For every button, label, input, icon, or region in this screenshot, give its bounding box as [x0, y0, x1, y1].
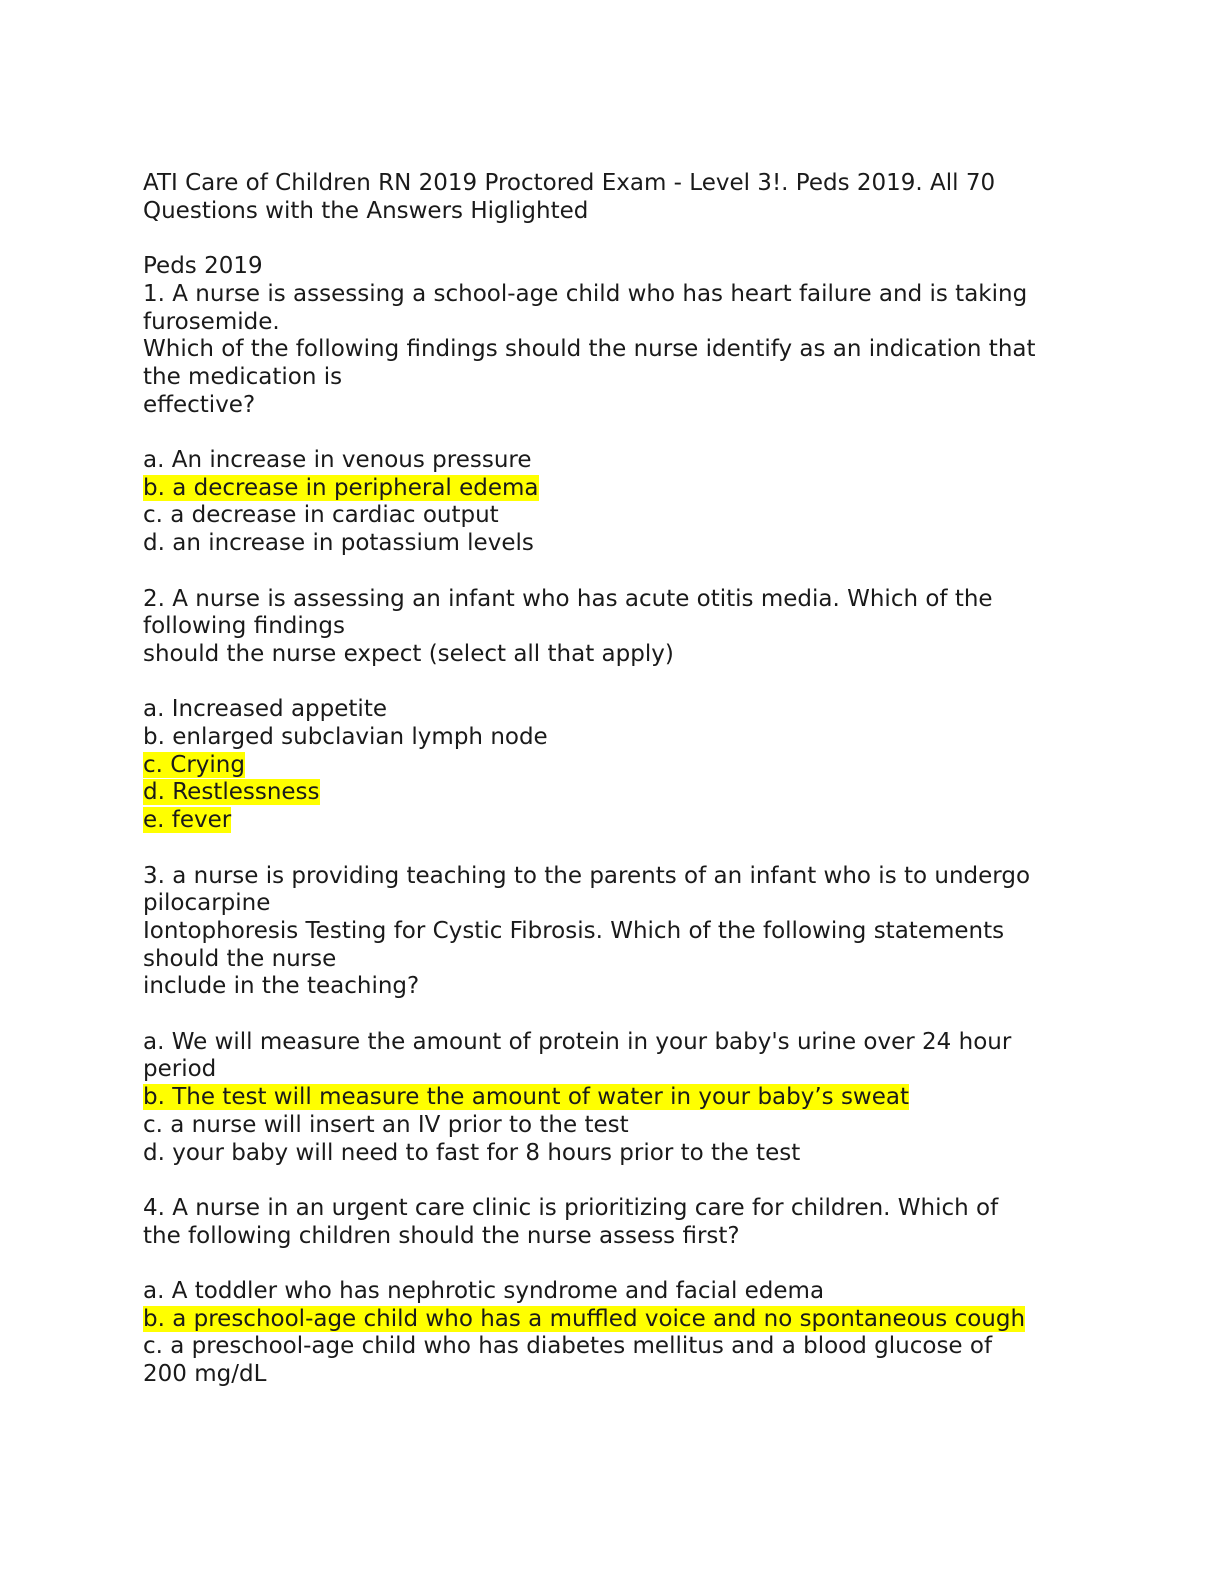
document-page	[143, 170, 1083, 1389]
answer-options	[143, 447, 1083, 558]
answer-option	[143, 1278, 1083, 1306]
answer-option-correct	[143, 752, 1083, 780]
question-stem-line: 2. A nurse is assessing an infant who has acute otitis media. Which of the	[143, 585, 993, 612]
answer-option-text: a. We will measure the amount of protein in your baby's urine over 24 hour	[143, 1028, 1012, 1055]
question-stem	[143, 586, 1083, 669]
answer-option-text: a. A toddler who has nephrotic syndrome and facial edema	[143, 1278, 825, 1304]
question-stem	[143, 281, 1083, 420]
question-stem-line: include in the teaching?	[143, 973, 420, 1000]
answer-option	[143, 1112, 1083, 1140]
document-title	[143, 170, 1083, 225]
highlight-mark: b. a preschool-age child who has a muffled voice and no spontaneous cough	[143, 1305, 1026, 1332]
question-block	[143, 863, 1083, 1195]
answer-option-text	[143, 1306, 1083, 1334]
spacer	[143, 835, 1083, 863]
answer-option-text: c. a nurse will insert an IV prior to the test	[143, 1111, 629, 1138]
spacer	[143, 1001, 1083, 1029]
answer-option-text	[143, 752, 1083, 780]
highlight-mark: c. Crying	[143, 751, 245, 778]
title-line: Questions with the Answers Higlighted	[143, 197, 589, 224]
section-heading: Peds 2019	[143, 253, 263, 280]
spacer	[143, 558, 1083, 586]
question-stem-line: 1. A nurse is assessing a school-age child who has heart failure and is taking	[143, 280, 1028, 307]
highlight-mark: d. Restlessness	[143, 779, 320, 806]
answer-option-text	[143, 475, 1083, 503]
answer-option	[143, 530, 1083, 558]
answer-options	[143, 1029, 1083, 1168]
answer-option-text: a. Increased appetite	[143, 696, 387, 723]
answer-option-correct	[143, 1084, 1083, 1112]
spacer	[143, 669, 1083, 697]
question-list	[143, 281, 1083, 1389]
question-stem-line: should the nurse	[143, 945, 337, 972]
answer-option-text	[143, 779, 1083, 807]
question-stem-line: effective?	[143, 391, 256, 418]
spacer	[143, 1167, 1083, 1195]
answer-option-correct	[143, 475, 1083, 503]
answer-option-correct	[143, 779, 1083, 807]
answer-option-correct	[143, 1306, 1083, 1334]
spacer	[143, 1250, 1083, 1278]
answer-option-text: a. An increase in venous pressure	[143, 447, 532, 473]
question-block	[143, 281, 1083, 586]
question-stem-line: 3. a nurse is providing teaching to the parents of an infant who is to undergo	[143, 862, 1031, 889]
question-block	[143, 1195, 1083, 1389]
question-stem	[143, 863, 1083, 1002]
answer-option	[143, 502, 1083, 530]
answer-option-text: b. enlarged subclavian lymph node	[143, 724, 548, 750]
answer-option-text	[143, 807, 1083, 835]
answer-option	[143, 1333, 1083, 1388]
answer-option	[143, 1029, 1083, 1084]
answer-option-text: c. a preschool-age child who has diabetes mellitus and a blood glucose of	[143, 1333, 993, 1360]
answer-option-text: c. a decrease in cardiac output	[143, 502, 499, 529]
answer-option	[143, 696, 1083, 724]
question-stem-line: furosemide.	[143, 308, 280, 335]
highlight-mark: b. a decrease in peripheral edema	[143, 474, 539, 501]
answer-option-text: period	[143, 1056, 217, 1083]
question-stem-line: the medication is	[143, 363, 343, 390]
highlight-mark: b. The test will measure the amount of water in your baby’s sweat	[143, 1084, 910, 1111]
spacer	[143, 225, 1083, 253]
answer-options	[143, 1278, 1083, 1389]
answer-option-text	[143, 1084, 1083, 1112]
question-stem	[143, 1195, 1083, 1250]
question-block	[143, 586, 1083, 863]
title-line: ATI Care of Children RN 2019 Proctored Exam - Level 3!. Peds 2019. All 70	[143, 170, 996, 196]
question-stem-line: pilocarpine	[143, 890, 271, 917]
question-stem-line: Iontophoresis Testing for Cystic Fibrosis. Which of the following statements	[143, 917, 1005, 944]
answer-option-text: d. your baby will need to fast for 8 hours prior to the test	[143, 1139, 801, 1166]
question-stem-line: the following children should the nurse assess first?	[143, 1222, 740, 1249]
answer-option	[143, 447, 1083, 475]
answer-option-text: d. an increase in potassium levels	[143, 530, 534, 557]
answer-option	[143, 724, 1083, 752]
answer-options	[143, 696, 1083, 835]
question-stem-line: Which of the following findings should the nurse identify as an indication that	[143, 336, 1036, 363]
question-stem-line: should the nurse expect (select all that apply)	[143, 640, 674, 667]
answer-option-text: 200 mg/dL	[143, 1361, 267, 1388]
spacer	[143, 419, 1083, 447]
answer-option-correct	[143, 807, 1083, 835]
question-stem-line: following findings	[143, 613, 345, 640]
highlight-mark: e. fever	[143, 807, 232, 834]
question-stem-line: 4. A nurse in an urgent care clinic is prioritizing care for children. Which of	[143, 1194, 999, 1221]
answer-option	[143, 1140, 1083, 1168]
